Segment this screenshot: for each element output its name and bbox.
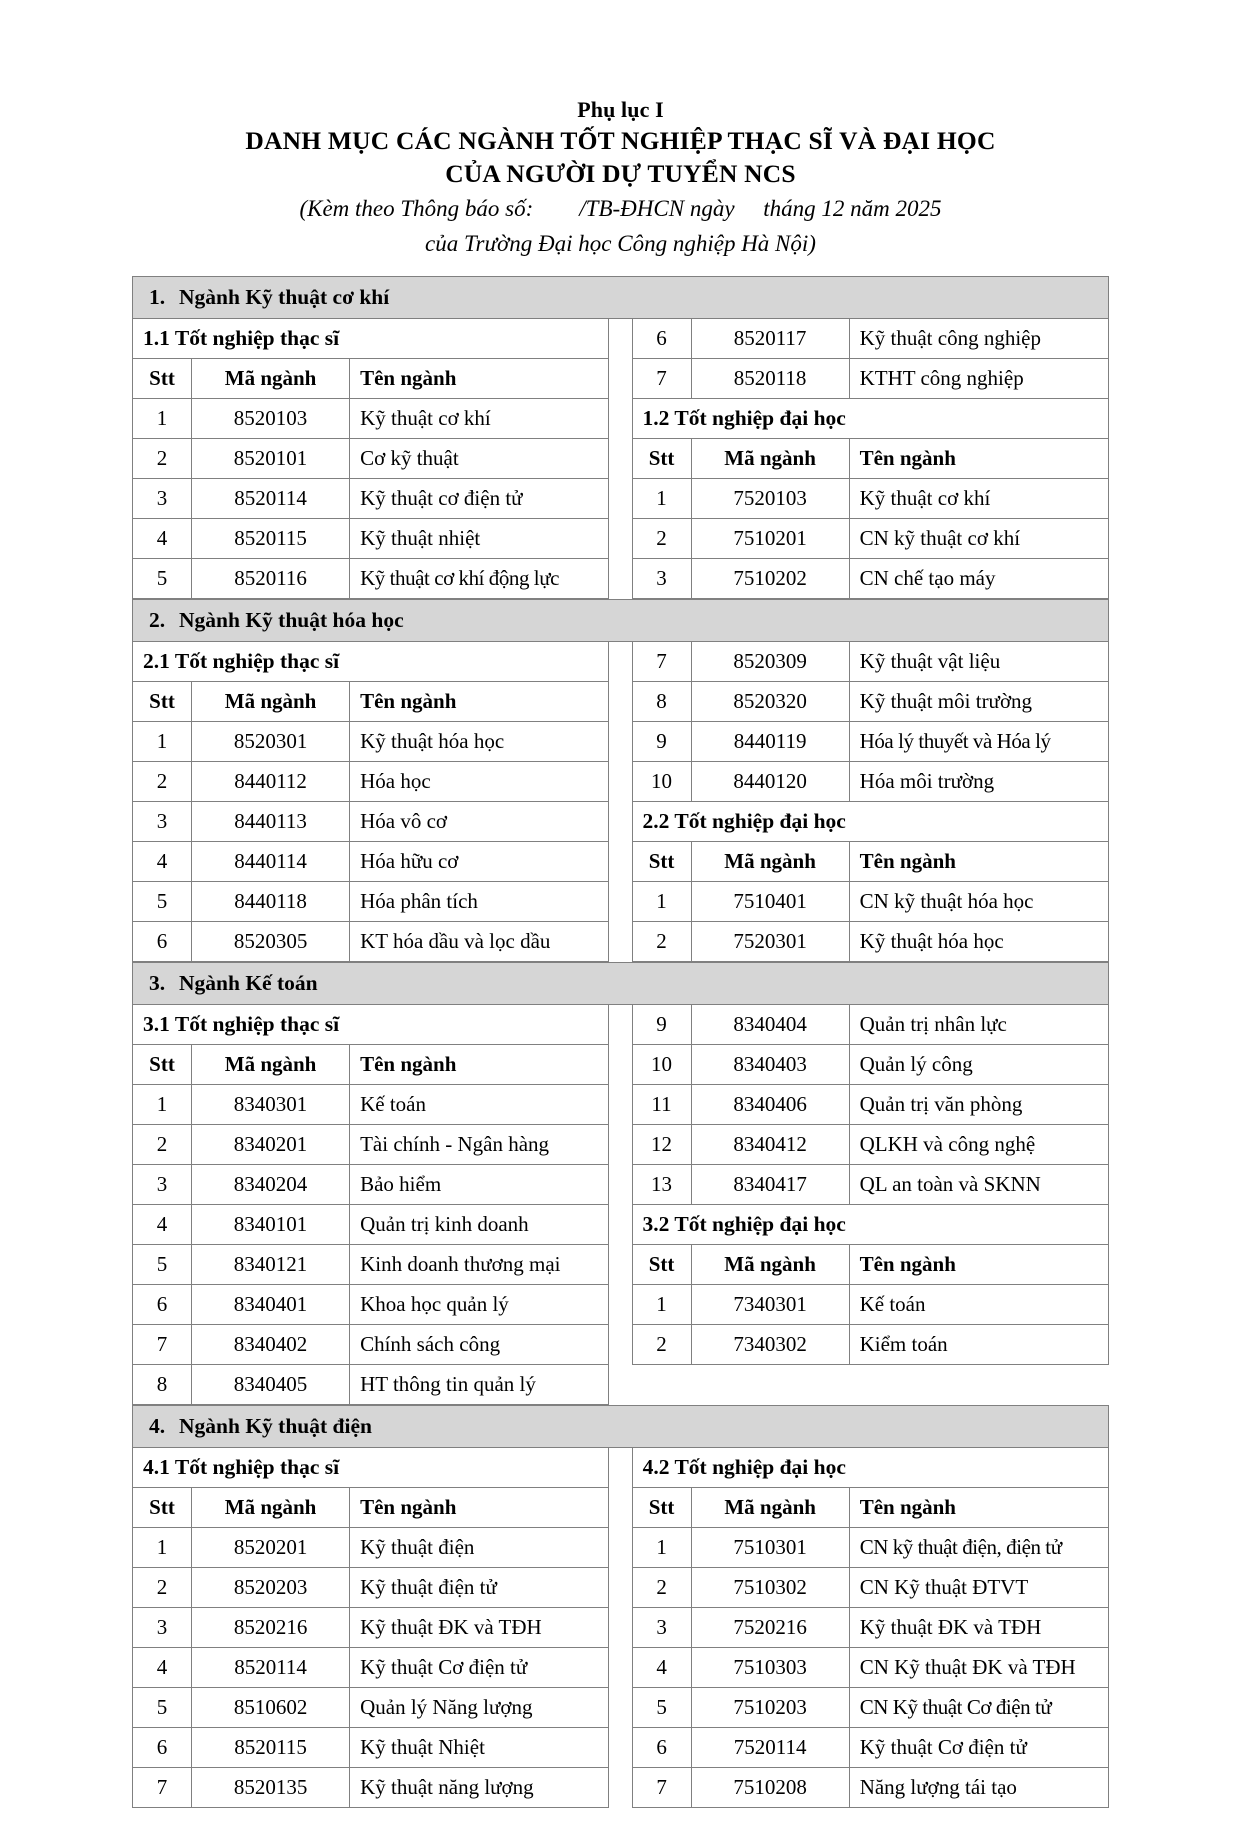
table-row (133, 1125, 1109, 1165)
cell-major-name: Kỹ thuật Nhiệt (350, 1728, 609, 1768)
cell-stt: 5 (133, 559, 192, 599)
cell-code: 8340406 (691, 1085, 849, 1125)
cell-stt: 4 (133, 842, 192, 882)
column-gutter (609, 1528, 632, 1568)
cell-stt: 2 (133, 1125, 192, 1165)
bachelor-subsection-title: 4.2 Tốt nghiệp đại học (632, 1448, 1108, 1488)
cell-code: 8520203 (192, 1568, 350, 1608)
table-row (133, 882, 1109, 922)
cell-major-name: Quản trị văn phòng (849, 1085, 1108, 1125)
cell-code: 7340301 (691, 1285, 849, 1325)
table-row (133, 479, 1109, 519)
column-gutter (609, 1448, 632, 1488)
column-gutter (609, 319, 632, 359)
section-number: 2. (149, 608, 166, 633)
cell-major-name: CN chế tạo máy (849, 559, 1108, 599)
cell-major-name: Cơ kỹ thuật (350, 439, 609, 479)
cell-stt: 13 (632, 1165, 691, 1205)
column-gutter (609, 1125, 632, 1165)
cell-stt: 8 (133, 1365, 192, 1405)
column-header-name: Tên ngành (849, 1245, 1108, 1285)
table-row (133, 762, 1109, 802)
section-table (132, 276, 1109, 599)
cell-code: 8520301 (192, 722, 350, 762)
cell-stt: 2 (632, 1568, 691, 1608)
cell-major-name: CN Kỹ thuật ĐTVT (849, 1568, 1108, 1608)
cell-major-name: Quản trị kinh doanh (350, 1205, 609, 1245)
section-table (132, 599, 1109, 962)
cell-stt: 5 (133, 1688, 192, 1728)
cell-stt: 9 (632, 722, 691, 762)
column-gutter (609, 922, 632, 962)
cell-stt: 4 (133, 1205, 192, 1245)
cell-major-name: HT thông tin quản lý (350, 1365, 609, 1405)
cell-code: 7520114 (691, 1728, 849, 1768)
table-row (133, 1005, 1109, 1045)
table-row (133, 559, 1109, 599)
cell-code: 8520115 (192, 519, 350, 559)
cell-code: 8340401 (192, 1285, 350, 1325)
cell-major-name: Kỹ thuật điện tử (350, 1568, 609, 1608)
cell-code: 8440120 (691, 762, 849, 802)
cell-major-name: Kỹ thuật cơ khí (849, 479, 1108, 519)
column-gutter (609, 399, 632, 439)
cell-code: 8340412 (691, 1125, 849, 1165)
column-gutter (609, 1085, 632, 1125)
column-gutter (609, 1488, 632, 1528)
cell-major-name: KT hóa dầu và lọc dầu (350, 922, 609, 962)
column-gutter (609, 1045, 632, 1085)
cell-major-name: Hóa phân tích (350, 882, 609, 922)
section-banner-row (133, 600, 1109, 642)
cell-major-name: Hóa hữu cơ (350, 842, 609, 882)
cell-stt: 2 (632, 1325, 691, 1365)
appendix-label: Phụ lục I (577, 97, 664, 122)
cell-code: 8340405 (192, 1365, 350, 1405)
cell-code: 8440118 (192, 882, 350, 922)
section-banner-row (133, 963, 1109, 1005)
cell-code: 7510208 (691, 1768, 849, 1808)
cell-code: 7510201 (691, 519, 849, 559)
bachelor-subsection-title: 3.2 Tốt nghiệp đại học (632, 1205, 1108, 1245)
cell-stt: 3 (133, 1165, 192, 1205)
cell-stt: 1 (133, 722, 192, 762)
document-title-line-2: CỦA NGƯỜI DỰ TUYỂN NCS (445, 159, 796, 189)
column-header-name: Tên ngành (849, 439, 1108, 479)
cell-code: 8520103 (192, 399, 350, 439)
cell-code: 8520114 (192, 479, 350, 519)
table-row (133, 1285, 1109, 1325)
cell-major-name: Kỹ thuật cơ khí động lực (350, 559, 609, 599)
cell-major-name: Kế toán (350, 1085, 609, 1125)
table-row (133, 1648, 1109, 1688)
cell-code: 7510203 (691, 1688, 849, 1728)
column-gutter (609, 1245, 632, 1285)
cell-code: 8340417 (691, 1165, 849, 1205)
column-header-name: Tên ngành (849, 1488, 1108, 1528)
cell-code: 8520305 (192, 922, 350, 962)
cell-stt: 3 (632, 559, 691, 599)
cell-stt: 5 (632, 1688, 691, 1728)
column-header-stt: Stt (133, 1488, 192, 1528)
cell-stt: 6 (133, 1285, 192, 1325)
table-row (133, 1768, 1109, 1808)
cell-major-name: Hóa học (350, 762, 609, 802)
cell-stt: 10 (632, 1045, 691, 1085)
table-row (133, 1165, 1109, 1205)
cell-major-name: Kỹ thuật hóa học (849, 922, 1108, 962)
column-gutter (609, 722, 632, 762)
cell-major-name: Kỹ thuật vật liệu (849, 642, 1108, 682)
cell-stt: 3 (632, 1608, 691, 1648)
cell-code: 7510303 (691, 1648, 849, 1688)
bachelor-subsection-title: 1.2 Tốt nghiệp đại học (632, 399, 1108, 439)
column-gutter (609, 642, 632, 682)
cell-code: 8440114 (192, 842, 350, 882)
section-table (132, 1405, 1109, 1808)
cell-major-name: Kỹ thuật năng lượng (350, 1768, 609, 1808)
cell-stt: 4 (133, 519, 192, 559)
cell-major-name: CN Kỹ thuật ĐK và TĐH (849, 1648, 1108, 1688)
section-banner-row (133, 1406, 1109, 1448)
cell-stt: 6 (133, 1728, 192, 1768)
column-gutter (609, 359, 632, 399)
column-gutter (609, 479, 632, 519)
cell-major-name: Kỹ thuật Cơ điện tử (849, 1728, 1108, 1768)
section-title: Ngành Kế toán (179, 971, 318, 996)
cell-major-name: Hóa môi trường (849, 762, 1108, 802)
column-header-stt: Stt (632, 1488, 691, 1528)
column-header-code: Mã ngành (691, 1488, 849, 1528)
cell-stt: 3 (133, 1608, 192, 1648)
cell-major-name: Kỹ thuật Cơ điện tử (350, 1648, 609, 1688)
cell-code: 8520114 (192, 1648, 350, 1688)
majors-tables (132, 276, 1109, 1808)
cell-major-name: Kiểm toán (849, 1325, 1108, 1365)
cell-major-name: Kỹ thuật công nghiệp (849, 319, 1108, 359)
cell-stt: 6 (632, 1728, 691, 1768)
table-row (133, 642, 1109, 682)
cell-major-name: Quản lý Năng lượng (350, 1688, 609, 1728)
document-subtitle-line-1: (Kèm theo Thông báo số: /TB-ĐHCN ngày tháng 12 năm 2025 (299, 196, 942, 222)
cell-major-name: QL an toàn và SKNN (849, 1165, 1108, 1205)
cell-stt: 1 (133, 1528, 192, 1568)
column-header-code: Mã ngành (691, 439, 849, 479)
cell-code: 8340204 (192, 1165, 350, 1205)
table-row (133, 722, 1109, 762)
cell-code: 8340402 (192, 1325, 350, 1365)
master-subsection-title: 3.1 Tốt nghiệp thạc sĩ (133, 1005, 609, 1045)
section-banner (133, 600, 1109, 642)
column-gutter (609, 802, 632, 842)
column-gutter (609, 1648, 632, 1688)
bachelor-subsection-title: 2.2 Tốt nghiệp đại học (632, 802, 1108, 842)
cell-code: 8520118 (691, 359, 849, 399)
master-subsection-title: 2.1 Tốt nghiệp thạc sĩ (133, 642, 609, 682)
column-gutter (609, 1325, 632, 1365)
section-banner-row (133, 277, 1109, 319)
section-number: 1. (149, 285, 166, 310)
cell-stt: 7 (133, 1325, 192, 1365)
cell-major-name: Bảo hiểm (350, 1165, 609, 1205)
column-header-name: Tên ngành (350, 1045, 609, 1085)
table-row (133, 1568, 1109, 1608)
table-row (133, 842, 1109, 882)
table-row (133, 359, 1109, 399)
cell-major-name: Hóa lý thuyết và Hóa lý (849, 722, 1108, 762)
cell-code: 8440113 (192, 802, 350, 842)
column-header-stt: Stt (632, 439, 691, 479)
column-gutter (609, 762, 632, 802)
column-header-code: Mã ngành (691, 842, 849, 882)
cell-code: 8520101 (192, 439, 350, 479)
column-header-stt: Stt (133, 1045, 192, 1085)
master-subsection-title: 1.1 Tốt nghiệp thạc sĩ (133, 319, 609, 359)
document-header (132, 96, 1109, 260)
cell-major-name: Kỹ thuật ĐK và TĐH (350, 1608, 609, 1648)
column-header-stt: Stt (632, 1245, 691, 1285)
cell-code: 8340101 (192, 1205, 350, 1245)
column-header-code: Mã ngành (691, 1245, 849, 1285)
cell-stt: 1 (632, 479, 691, 519)
cell-code: 8520117 (691, 319, 849, 359)
cell-major-name: Kỹ thuật hóa học (350, 722, 609, 762)
cell-stt: 3 (133, 479, 192, 519)
cell-major-name: Kỹ thuật nhiệt (350, 519, 609, 559)
table-row (133, 1728, 1109, 1768)
cell-major-name: Kỹ thuật cơ điện tử (350, 479, 609, 519)
cell-stt: 6 (133, 922, 192, 962)
column-gutter (609, 1165, 632, 1205)
cell-stt: 10 (632, 762, 691, 802)
column-gutter (609, 1728, 632, 1768)
cell-stt: 2 (632, 519, 691, 559)
section-banner (133, 277, 1109, 319)
cell-stt: 7 (632, 359, 691, 399)
cell-stt: 12 (632, 1125, 691, 1165)
table-row (133, 439, 1109, 479)
cell-code: 8340301 (192, 1085, 350, 1125)
cell-code: 8340121 (192, 1245, 350, 1285)
table-row (133, 1528, 1109, 1568)
column-header-stt: Stt (133, 359, 192, 399)
column-header-code: Mã ngành (192, 1488, 350, 1528)
cell-code: 8520135 (192, 1768, 350, 1808)
document-subtitle-line-2: của Trường Đại học Công nghiệp Hà Nội) (425, 231, 816, 257)
section-banner (133, 1406, 1109, 1448)
cell-stt: 7 (133, 1768, 192, 1808)
cell-stt: 6 (632, 319, 691, 359)
cell-code: 8340403 (691, 1045, 849, 1085)
cell-code: 7510202 (691, 559, 849, 599)
table-row (133, 1325, 1109, 1365)
column-header-stt: Stt (133, 682, 192, 722)
cell-code: 7510302 (691, 1568, 849, 1608)
section-table (132, 962, 1109, 1405)
column-gutter (609, 559, 632, 599)
cell-code: 8440119 (691, 722, 849, 762)
table-row (133, 1488, 1109, 1528)
table-row (133, 1688, 1109, 1728)
column-header-name: Tên ngành (350, 359, 609, 399)
column-header-code: Mã ngành (192, 359, 350, 399)
table-row (133, 1205, 1109, 1245)
cell-major-name: Khoa học quản lý (350, 1285, 609, 1325)
column-gutter (609, 519, 632, 559)
table-row (133, 519, 1109, 559)
column-header-code: Mã ngành (192, 1045, 350, 1085)
table-row (133, 1365, 1109, 1405)
cell-major-name: CN kỹ thuật điện, điện tử (849, 1528, 1108, 1568)
empty-cell (632, 1365, 1108, 1405)
cell-major-name: Hóa vô cơ (350, 802, 609, 842)
column-header-stt: Stt (632, 842, 691, 882)
cell-major-name: KTHT công nghiệp (849, 359, 1108, 399)
column-header-name: Tên ngành (849, 842, 1108, 882)
cell-major-name: Chính sách công (350, 1325, 609, 1365)
cell-code: 8520115 (192, 1728, 350, 1768)
cell-stt: 1 (133, 1085, 192, 1125)
column-gutter (609, 1768, 632, 1808)
table-row (133, 399, 1109, 439)
cell-stt: 2 (133, 762, 192, 802)
cell-stt: 1 (632, 1285, 691, 1325)
cell-stt: 2 (632, 922, 691, 962)
cell-stt: 1 (632, 882, 691, 922)
cell-code: 8520309 (691, 642, 849, 682)
cell-major-name: CN kỹ thuật cơ khí (849, 519, 1108, 559)
cell-stt: 1 (133, 399, 192, 439)
cell-stt: 3 (133, 802, 192, 842)
cell-major-name: Quản trị nhân lực (849, 1005, 1108, 1045)
cell-stt: 5 (133, 882, 192, 922)
section-banner (133, 963, 1109, 1005)
table-row (133, 1045, 1109, 1085)
table-row (133, 1085, 1109, 1125)
document-title-line-1: DANH MỤC CÁC NGÀNH TỐT NGHIỆP THẠC SĨ VÀ ĐẠI HỌC (245, 126, 996, 156)
table-row (133, 682, 1109, 722)
cell-major-name: Kế toán (849, 1285, 1108, 1325)
cell-major-name: Kinh doanh thương mại (350, 1245, 609, 1285)
table-row (133, 1448, 1109, 1488)
cell-code: 7520301 (691, 922, 849, 962)
section-title: Ngành Kỹ thuật hóa học (179, 608, 404, 633)
cell-major-name: Tài chính - Ngân hàng (350, 1125, 609, 1165)
cell-major-name: CN Kỹ thuật Cơ điện tử (849, 1688, 1108, 1728)
column-gutter (609, 842, 632, 882)
cell-major-name: Kỹ thuật môi trường (849, 682, 1108, 722)
cell-code: 7520216 (691, 1608, 849, 1648)
cell-stt: 7 (632, 1768, 691, 1808)
cell-code: 8520116 (192, 559, 350, 599)
cell-stt: 4 (133, 1648, 192, 1688)
column-header-code: Mã ngành (192, 682, 350, 722)
column-gutter (609, 439, 632, 479)
column-gutter (609, 1285, 632, 1325)
cell-stt: 11 (632, 1085, 691, 1125)
table-row (133, 802, 1109, 842)
table-row (133, 1245, 1109, 1285)
cell-major-name: Năng lượng tái tạo (849, 1768, 1108, 1808)
column-gutter (609, 882, 632, 922)
cell-code: 8520320 (691, 682, 849, 722)
cell-stt: 7 (632, 642, 691, 682)
cell-stt: 9 (632, 1005, 691, 1045)
cell-code: 7340302 (691, 1325, 849, 1365)
cell-code: 7520103 (691, 479, 849, 519)
cell-stt: 4 (632, 1648, 691, 1688)
table-row (133, 1608, 1109, 1648)
column-gutter (609, 1568, 632, 1608)
cell-code: 8520216 (192, 1608, 350, 1648)
column-gutter (609, 1365, 632, 1405)
cell-major-name: Quản lý công (849, 1045, 1108, 1085)
column-gutter (609, 682, 632, 722)
cell-code: 8340404 (691, 1005, 849, 1045)
cell-code: 7510401 (691, 882, 849, 922)
table-row (133, 922, 1109, 962)
cell-major-name: CN kỹ thuật hóa học (849, 882, 1108, 922)
cell-major-name: QLKH và công nghệ (849, 1125, 1108, 1165)
cell-stt: 5 (133, 1245, 192, 1285)
cell-stt: 2 (133, 439, 192, 479)
cell-major-name: Kỹ thuật điện (350, 1528, 609, 1568)
cell-code: 8340201 (192, 1125, 350, 1165)
cell-stt: 1 (632, 1528, 691, 1568)
section-number: 3. (149, 971, 166, 996)
cell-major-name: Kỹ thuật ĐK và TĐH (849, 1608, 1108, 1648)
cell-code: 8440112 (192, 762, 350, 802)
cell-code: 8510602 (192, 1688, 350, 1728)
section-title: Ngành Kỹ thuật cơ khí (179, 285, 390, 310)
cell-code: 7510301 (691, 1528, 849, 1568)
cell-stt: 2 (133, 1568, 192, 1608)
column-gutter (609, 1205, 632, 1245)
table-row (133, 319, 1109, 359)
column-gutter (609, 1005, 632, 1045)
cell-code: 8520201 (192, 1528, 350, 1568)
column-header-name: Tên ngành (350, 682, 609, 722)
section-title: Ngành Kỹ thuật điện (179, 1414, 372, 1439)
section-number: 4. (149, 1414, 166, 1439)
cell-stt: 8 (632, 682, 691, 722)
cell-major-name: Kỹ thuật cơ khí (350, 399, 609, 439)
column-gutter (609, 1608, 632, 1648)
column-header-name: Tên ngành (350, 1488, 609, 1528)
master-subsection-title: 4.1 Tốt nghiệp thạc sĩ (133, 1448, 609, 1488)
column-gutter (609, 1688, 632, 1728)
